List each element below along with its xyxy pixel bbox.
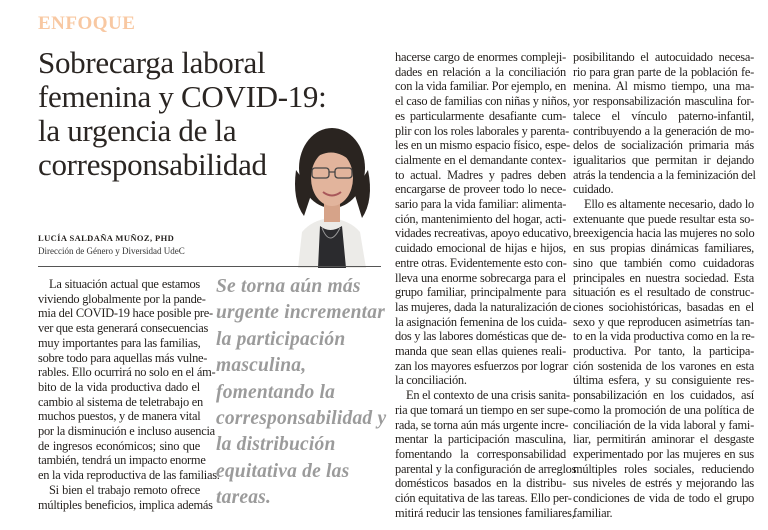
text-line: múltiples beneficios, implica además	[38, 497, 213, 512]
quote-line: equitativa de las	[216, 460, 350, 482]
text-line: sexo y que reproducen asimetrías tan-	[573, 314, 754, 329]
text-line: rio para gran parte de la población fe-	[573, 64, 754, 79]
text-line: lleva una enorme sobrecarga para el	[395, 270, 566, 285]
text-line: liar, permitirán aminorar el desgaste	[573, 432, 754, 447]
text-line: fomentando la corresponsabilidad	[395, 446, 566, 461]
text-line: muy importantes para las familias,	[38, 335, 201, 350]
text-line: La situación actual que estamos	[49, 277, 200, 291]
text-line: en sus propias dinámicas familiares,	[573, 241, 754, 256]
text-line: atrás la tendencia a la feminización del	[573, 167, 756, 182]
text-line: manda que sean ellas quienes reali-	[395, 344, 566, 359]
text-line: rada, se torna aún más urgente incre-	[395, 417, 569, 432]
text-line: principales en nuestra sociedad. Esta	[573, 270, 754, 285]
text-line: la conciliación.	[395, 373, 467, 388]
text-line: sus niveles de estrés y mejorando las	[573, 476, 754, 491]
text-line: ción, mantenimiento del hogar, acti-	[395, 211, 566, 226]
text-line: las mujeres, dada la naturalización de	[395, 299, 572, 314]
paragraph	[395, 50, 572, 388]
text-line: cuidado.	[573, 182, 614, 197]
text-line: experimentado por las mujeres en sus	[573, 446, 754, 461]
text-line: contribuyendo a la generación de mo-	[573, 123, 754, 138]
quote-line: masculina,	[216, 355, 307, 377]
text-line: mentar la participación masculina,	[395, 432, 566, 447]
text-line: productiva. Por tanto, la participa-	[573, 344, 754, 359]
text-line: en la vida reproductiva de las familias.	[38, 468, 220, 483]
text-line: ponsabilización en los cuidados, así	[573, 388, 754, 403]
text-line: conciliación de la vida laboral y fami-	[573, 417, 754, 432]
text-line: el caso de familias con niñas y niños,	[395, 94, 570, 109]
text-line: talece el vínculo paterno-infantil,	[573, 108, 754, 123]
text-line: breexigencia hacia las mujeres no solo	[573, 226, 755, 241]
quote-line: Se torna aún más	[216, 276, 361, 297]
quote-line: corresponsabilidad y	[216, 408, 387, 430]
text-line: condiciones de vida de todo el grupo	[573, 491, 754, 506]
text-line: situación es el resultado de construc-	[573, 285, 754, 300]
text-line: menina. Al mismo tiempo, una ma-	[573, 79, 754, 94]
title-line: corresponsabilidad	[38, 147, 267, 182]
title-line: la urgencia de la	[38, 113, 237, 148]
text-line: bito de la vida productiva dado el	[38, 379, 200, 394]
text-line: sino que también como cuidadoras	[573, 255, 754, 270]
text-line: cialmente en el demandante contex-	[395, 152, 566, 167]
text-line: to actual. Madres y padres deben	[395, 167, 566, 182]
quote-line: tareas.	[216, 487, 272, 509]
text-line: dades en relación a la conciliación	[395, 64, 566, 79]
text-line: yor responsabilización masculina for-	[573, 94, 754, 109]
title-line: femenina y COVID-19:	[38, 79, 327, 114]
text-column	[38, 277, 220, 512]
text-column	[573, 50, 754, 521]
text-line: múltiples roles sociales, reduciendo	[573, 461, 754, 476]
paragraph	[395, 388, 577, 520]
text-line: posibilitando el autocuidado necesa-	[573, 50, 754, 64]
section-label: ENFOQUE	[38, 13, 136, 34]
divider	[38, 266, 381, 267]
text-line: mia del COVID-19 hace posible pre-	[38, 306, 213, 321]
text-line: muchos puestos, y de manera vital	[38, 409, 201, 424]
text-line: les en un mismo espacio físico, espe-	[395, 138, 570, 153]
text-line: sario para la vida familiar: alimenta-	[395, 197, 567, 212]
text-line: igualitarios que permitan ir dejando	[573, 152, 754, 167]
text-line: grupo familiar, principalmente para	[395, 285, 566, 300]
text-line: por la disminución e incluso ausencia	[38, 424, 215, 439]
text-line: En el contexto de una crisis sanita-	[406, 388, 570, 403]
text-line: viviendo globalmente por la pande-	[38, 291, 206, 306]
text-line: familiar.	[573, 505, 613, 520]
text-line: ciones sociohistóricas, basadas en el	[573, 299, 754, 314]
text-line: como la promoción de una política de	[573, 402, 754, 417]
title-line: Sobrecarga laboral	[38, 45, 266, 80]
paragraph	[573, 197, 754, 520]
text-line: entre otras. Evidentemente esto con-	[395, 255, 567, 270]
text-line: vidades recreativas, apoyo educativo,	[395, 226, 572, 241]
text-line: de ingresos económicos; sino que	[38, 438, 200, 453]
text-line: ción equitativa de las tareas. Ello per-	[395, 491, 572, 506]
text-line: también, tendrá un impacto enorme	[38, 453, 206, 468]
author-photo	[278, 120, 382, 268]
text-line: Ello es altamente necesario, dado lo	[584, 197, 754, 212]
text-line: rables. Ello ocurrirá no solo en el ám-	[38, 365, 216, 380]
text-line: zan los mayores esfuerzos por lograr	[395, 358, 569, 373]
text-line: ria que tomará un tiempo en ser supe-	[395, 402, 573, 417]
text-line: dos y las labores domésticas que de-	[395, 329, 567, 344]
text-line: cambio al sistema de teletrabajo en	[38, 394, 203, 409]
quote-line: la participación	[216, 328, 346, 350]
text-line: con la vida familiar. Por ejemplo, en	[395, 79, 567, 94]
paragraph	[573, 50, 754, 197]
text-line: la asignación femenina de los cuida-	[395, 314, 567, 329]
text-line: hacerse cargo de enormes compleji-	[395, 50, 566, 64]
text-line: domésticos basados en la distribu-	[395, 476, 566, 491]
paragraph	[38, 482, 213, 512]
quote-line: fomentando la	[216, 381, 336, 403]
text-line: última esfera, y su consiguiente res-	[573, 373, 754, 388]
pull-quote	[216, 274, 387, 512]
text-line: cuidado emocional de hijas e hijos,	[395, 241, 566, 256]
text-line: extenuante que puede resultar esta so-	[573, 211, 754, 226]
text-line: Si bien el trabajo remoto ofrece	[49, 482, 200, 497]
text-line: sobre todo para aquellas más vulne-	[38, 350, 208, 365]
text-line: mitirá reducir las tensiones familiares,	[395, 505, 575, 520]
text-line: delos de socialización primaria más	[573, 138, 754, 153]
author-affiliation: Dirección de Género y Diversidad UdeC	[38, 246, 185, 256]
text-line: ver que esta generará consecuencias	[38, 321, 209, 336]
text-line: es particularmente desafiante cum-	[395, 108, 566, 123]
author-name: LUCÍA SALDAÑA MUÑOZ, PHD	[38, 233, 175, 243]
text-line: encargarse de proveer todo lo nece-	[395, 182, 566, 197]
text-line: ción sostenida de los varones en esta	[573, 358, 754, 373]
text-line: parental y la configuración de arreglos	[395, 461, 577, 476]
paragraph	[38, 277, 220, 483]
text-column	[395, 50, 577, 521]
text-line: plir con los roles laborales y parenta-	[395, 123, 569, 138]
quote-line: urgente incrementar	[216, 302, 386, 324]
quote-line: la distribución	[216, 434, 336, 456]
text-line: to en la vida productiva como en la re-	[573, 329, 755, 344]
